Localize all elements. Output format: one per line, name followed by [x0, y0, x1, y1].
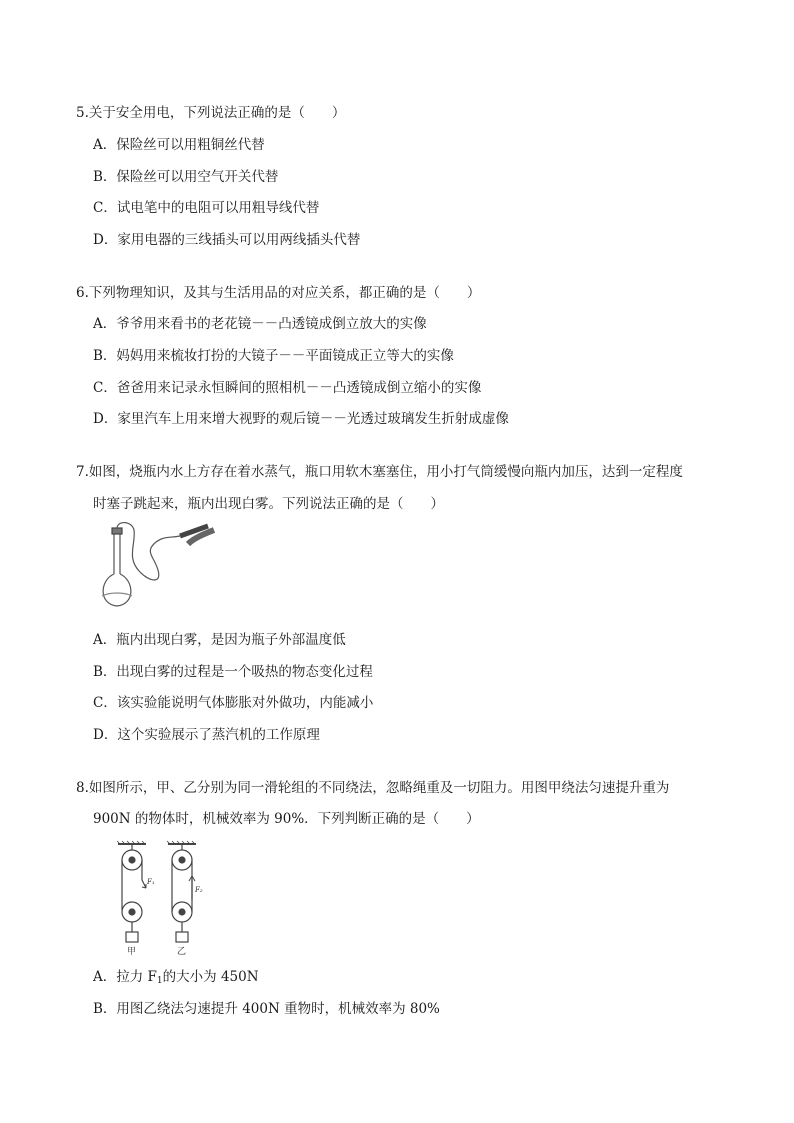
question-7-option-d: D．这个实验展示了蒸汽机的工作原理 [93, 727, 320, 743]
question-7-option-c: C．该实验能说明气体膨胀对外做功，内能减小 [93, 695, 374, 711]
option-a-suffix: 的大小为 450N [162, 969, 259, 985]
question-8-option-a [93, 968, 259, 990]
question-6-stem: 6.下列物理知识，及其与生活用品的对应关系，都正确的是（ ） [76, 285, 481, 301]
question-7-stem: 7.如图，烧瓶内水上方存在着水蒸气，瓶口用软木塞塞住，用小打气筒缓慢向瓶内加压，达到一定程度 [76, 464, 683, 480]
question-5-option-d: D．家用电器的三线插头可以用两线插头代替 [93, 232, 361, 248]
option-a-prefix: A．拉力 F [93, 969, 157, 985]
question-7-option-b: B．出现白雾的过程是一个吸热的物态变化过程 [93, 664, 373, 680]
question-5-option-b: B．保险丝可以用空气开关代替 [93, 169, 279, 185]
question-8-stem-continued: 900N 的物体时，机械效率为 90%．下列判断正确的是（ ） [93, 811, 480, 827]
question-5-option-a: A．保险丝可以用粗铜丝代替 [93, 137, 265, 153]
figure-label-yi: 乙 [177, 947, 187, 957]
question-7-option-a: A．瓶内出现白雾，是因为瓶子外部温度低 [93, 632, 346, 648]
option-a-subscript: 1 [156, 976, 163, 986]
question-5-option-c: C．试电笔中的电阻可以用粗导线代替 [93, 200, 320, 216]
question-6-option-c: C．爸爸用来记录永恒瞬间的照相机－－凸透镜成倒立缩小的实像 [93, 380, 482, 396]
question-6-option-b: B．妈妈用来梳妆打扮的大镜子－－平面镜成正立等大的实像 [93, 348, 454, 364]
force-f1-label: F₁ [147, 878, 155, 886]
force-f2-label: F₂ [195, 886, 203, 894]
question-5-stem: 5.关于安全用电，下列说法正确的是（ ） [76, 105, 346, 121]
figure-label-jia: 甲 [127, 947, 137, 957]
question-6-option-d: D．家里汽车上用来增大视野的观后镜－－光透过玻璃发生折射成虚像 [93, 411, 509, 427]
question-8-stem: 8.如图所示，甲、乙分别为同一滑轮组的不同绕法，忽略绳重及一切阻力。用图甲绕法匀速提升重为 [76, 780, 670, 796]
pulley-figure [112, 840, 212, 958]
question-8-option-b: B．用图乙绕法匀速提升 400N 重物时，机械效率为 80% [93, 1001, 440, 1017]
question-7-stem-continued: 时塞子跳起来，瓶内出现白雾。下列说法正确的是（ ） [93, 496, 444, 512]
flask-pump-figure [96, 522, 220, 612]
question-6-option-a: A．爷爷用来看书的老花镜－－凸透镜成倒立放大的实像 [93, 316, 427, 332]
